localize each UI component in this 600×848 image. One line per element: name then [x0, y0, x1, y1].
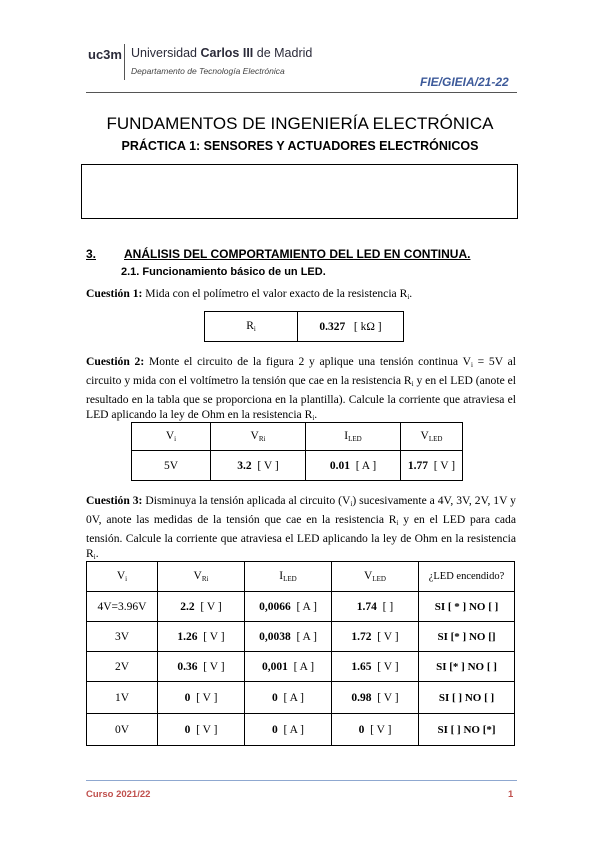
table-row	[87, 652, 515, 682]
q3-table	[86, 561, 515, 746]
q3-header-vled: $V_{LED}$	[332, 562, 419, 592]
q3-iled: 0 [ A ]	[245, 714, 332, 746]
q3-header-iled: $I_{LED}$	[245, 562, 332, 592]
q3-vled: 1.65 [ V ]	[332, 652, 419, 682]
q3-iled: 0,001 [ A ]	[245, 652, 332, 682]
subsection-heading: 2.1. Funcionamiento básico de un LED.	[121, 266, 326, 278]
q2-vri: 3.2 [ V ]	[211, 451, 306, 481]
table-row	[87, 714, 515, 746]
q3-led-status: SI [ ] NO [ ]	[419, 682, 515, 714]
q3-vri: 0 [ V ]	[158, 682, 245, 714]
department-name: Departamento de Tecnología Electrónica	[131, 66, 285, 76]
q2-header-vi: $V_i$	[132, 423, 211, 451]
q3-header-vi: $V_i$	[87, 562, 158, 592]
logo-divider	[124, 44, 125, 80]
q2-vled: 1.77 [ V ]	[401, 451, 463, 481]
q3-vled: 0 [ V ]	[332, 714, 419, 746]
table-row	[87, 622, 515, 652]
q2-vi: 5V	[132, 451, 211, 481]
q3-vri: 2.2 [ V ]	[158, 592, 245, 622]
table-row	[87, 682, 515, 714]
header-divider	[86, 92, 517, 93]
question-1: Cuestión 1: Mida con el polímetro el valor exacto de la resistencia $R_i$.	[86, 287, 413, 301]
student-name-box[interactable]	[81, 164, 518, 219]
q2-header-vled: $V_{LED}$	[401, 423, 463, 451]
q2-header-vri: $V_{Ri}$	[211, 423, 306, 451]
q3-iled: 0,0038 [ A ]	[245, 622, 332, 652]
q3-vri: 1.26 [ V ]	[158, 622, 245, 652]
q3-vi: 2V	[87, 652, 158, 682]
q3-vri: 0 [ V ]	[158, 714, 245, 746]
q3-header-vri: $V_{Ri}$	[158, 562, 245, 592]
q3-vi: 1V	[87, 682, 158, 714]
q3-vi: 3V	[87, 622, 158, 652]
page-subtitle: PRÁCTICA 1: SENSORES Y ACTUADORES ELECTRÓNICOS	[121, 139, 479, 153]
table-row	[87, 592, 515, 622]
q3-led-status: SI [* ] NO []	[419, 622, 515, 652]
footer-course: Curso 2021/22	[86, 789, 151, 800]
q1-table	[204, 311, 404, 342]
q2-header-iled: $I_{LED}$	[306, 423, 401, 451]
q3-led-status: SI [ ] NO [*]	[419, 714, 515, 746]
q3-vri: 0.36 [ V ]	[158, 652, 245, 682]
q3-vi: 0V	[87, 714, 158, 746]
section-heading: 3. ANÁLISIS DEL COMPORTAMIENTO DEL LED EN CONTINUA.	[86, 247, 471, 261]
q3-vi: 4V=3.96V	[87, 592, 158, 622]
q1-value-cell: 0.327 [ kΩ ]	[298, 312, 404, 342]
q1-label-cell: $R_i$	[205, 312, 298, 342]
q3-iled: 0 [ A ]	[245, 682, 332, 714]
q3-header-led-on: ¿LED encendido?	[419, 562, 515, 592]
question-3: Cuestión 3: Disminuya la tensión aplicada al circuito $(V_i)$ sucesivamente a 4V, 3V, 2V, 1V y 0V, anote las medidas de la tensión que cae en la resistencia $R_i$ y en el LED para cada tensión. Calcule la corriente que atraviesa el LED aplicando la ley de Ohm en la resistencia $R_i$.	[86, 494, 516, 561]
page-number: 1	[508, 789, 514, 800]
q2-table	[131, 422, 463, 481]
q2-iled: 0.01 [ A ]	[306, 451, 401, 481]
q3-iled: 0,0066 [ A ]	[245, 592, 332, 622]
q3-vled: 1.72 [ V ]	[332, 622, 419, 652]
page-title: FUNDAMENTOS DE INGENIERÍA ELECTRÓNICA	[106, 114, 494, 133]
q3-vled: 0.98 [ V ]	[332, 682, 419, 714]
footer-divider	[86, 780, 517, 781]
university-name: Universidad Carlos III de Madrid	[131, 46, 313, 60]
q3-vled: 1.74 [ ]	[332, 592, 419, 622]
question-2: Cuestión 2: Monte el circuito de la figura 2 y aplique una tensión continua $V_i = 5V$ al circuito y mida con el voltímetro la tensión que cae en la resistencia $R_i$ y en el LED (anote el resultado en la tabla que se proporciona en la plantilla). Calcule la corriente que atraviesa el LED aplicando la ley de Ohm en la resistencia $R_i$.	[86, 355, 516, 422]
q3-led-status: SI [ * ] NO [ ]	[419, 592, 515, 622]
uc3m-logo: uc3m	[88, 47, 122, 62]
q3-led-status: SI [* ] NO [ ]	[419, 652, 515, 682]
document-code: FIE/GIEIA/21-22	[420, 75, 509, 89]
